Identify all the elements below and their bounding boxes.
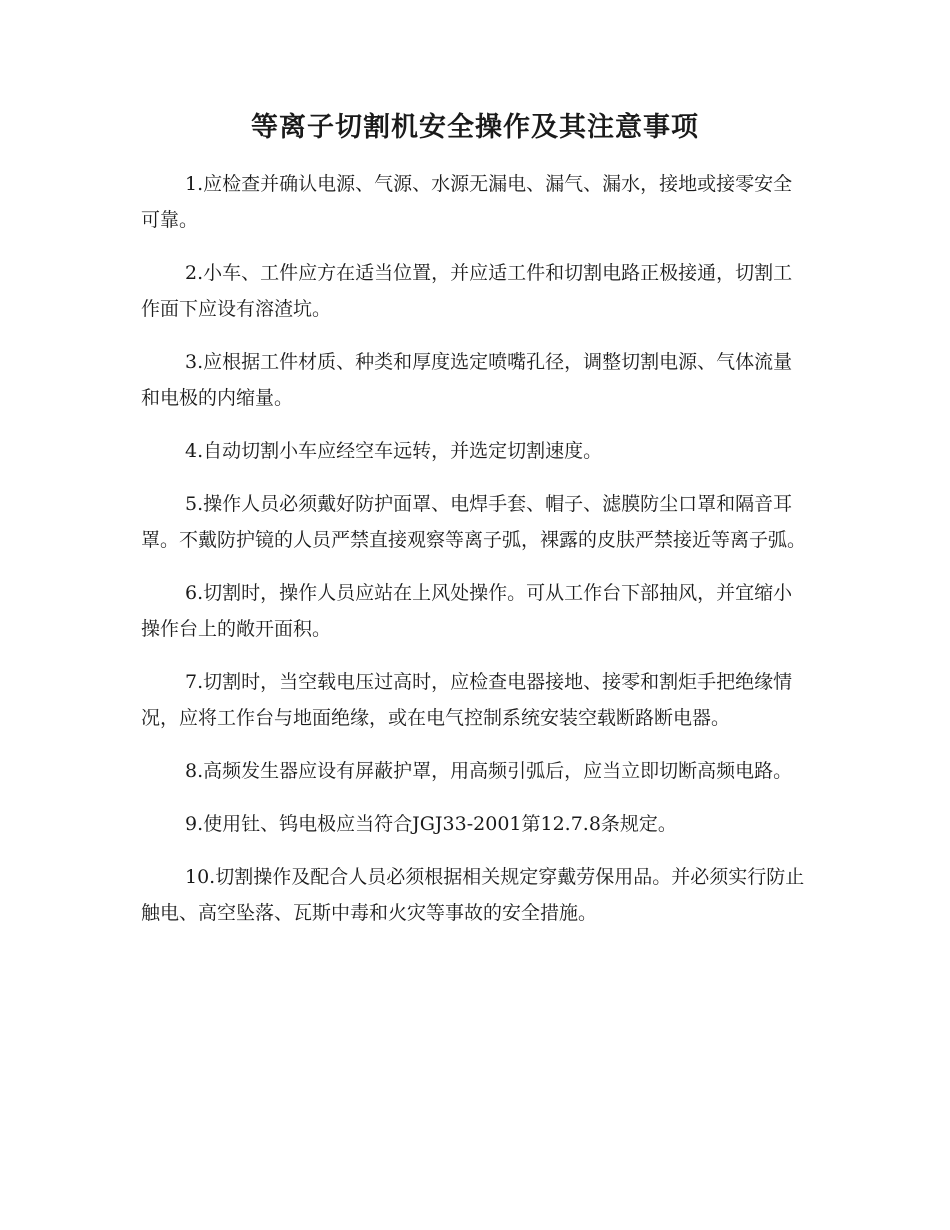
list-item: 1.应检查并确认电源、气源、水源无漏电、漏气、漏水，接地或接零安全可靠。 <box>141 173 793 231</box>
list-item: 6.切割时，操作人员应站在上风处操作。可从工作台下部抽风，并宜缩小操作台上的敞开面积。 <box>141 582 793 640</box>
list-item: 10.切割操作及配合人员必须根据相关规定穿戴劳保用品。并必须实行防止触电、高空坠落、瓦斯中毒和火灾等事故的安全措施。 <box>141 866 805 924</box>
list-item: 7.切割时，当空载电压过高时，应检查电器接地、接零和割炬手把绝缘情况，应将工作台与地面绝缘，或在电气控制系统安装空载断路断电器。 <box>141 671 793 729</box>
list-item: 2.小车、工件应方在适当位置，并应适工件和切割电路正极接通，切割工作面下应设有溶渣坑。 <box>141 262 793 320</box>
list-item: 4.自动切割小车应经空车远转，并选定切割速度。 <box>185 440 603 462</box>
page-title: 等离子切割机安全操作及其注意事项 <box>251 112 699 143</box>
list-item: 8.高频发生器应设有屏蔽护罩，用高频引弧后，应当立即切断高频电路。 <box>185 760 793 782</box>
item-list <box>141 166 809 948</box>
list-item: 5.操作人员必须戴好防护面罩、电焊手套、帽子、滤膜防尘口罩和隔音耳罩。不戴防护镜的人员严禁直接观察等离子弧，裸露的皮肤严禁接近等离子弧。 <box>141 493 807 551</box>
list-item: 9.使用钍、钨电极应当符合JGJ33-2001第12.7.8条规定。 <box>185 813 677 835</box>
list-item: 3.应根据工件材质、种类和厚度选定喷嘴孔径，调整切割电源、气体流量和电极的内缩量。 <box>141 351 793 409</box>
